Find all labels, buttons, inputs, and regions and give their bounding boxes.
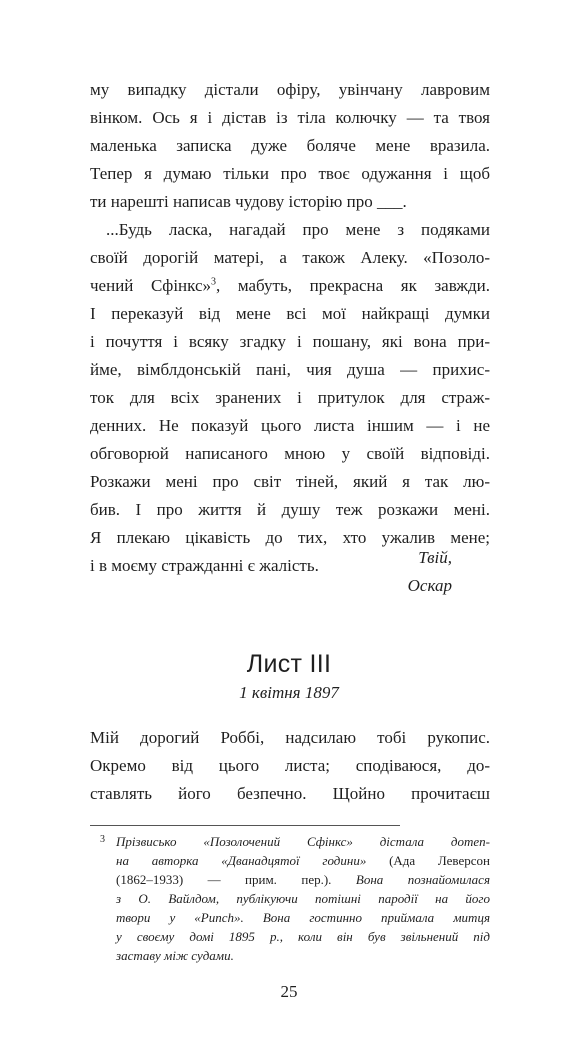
footnote-marker: 3 [100, 834, 105, 845]
letter-three-text [90, 724, 490, 808]
text-line: своїй дорогій матері, а також Алеку. «Позоло- [90, 248, 490, 267]
footnote-fragment: на авторка «Дванадцятої години» [116, 853, 367, 868]
footnote-divider [90, 825, 400, 826]
text-line: му випадку дістали офіру, увінчану лавровим [90, 80, 490, 99]
footnote-line: Прізвисько «Позолочений Сфінкс» дістала дотеп- [116, 834, 490, 849]
signoff-line: Твій, [418, 548, 452, 567]
text-line: Тепер я думаю тільки про твоє одужання і щоб [90, 164, 490, 183]
footnote-fragment: (Ада Леверсон [366, 853, 490, 868]
page-number: 25 [280, 982, 298, 1001]
text-fragment: чений Сфінкс» [90, 276, 212, 295]
text-line: Я плекаю цікавість до тих, хто ужалив мене; [90, 528, 490, 547]
footnote [90, 832, 490, 965]
text-line: йме, вімблдонській пані, чия душа — прихис- [90, 360, 490, 379]
text-line: денних. Не показуй цього листа іншим — і не [90, 416, 490, 435]
footnote-line: з О. Вайлдом, публікуючи потішні пародії на його [116, 891, 490, 906]
text-line: і в моєму стражданні є жалість. [90, 556, 319, 575]
text-line: Розкажи мені про світ тіней, який я так лю- [90, 472, 490, 491]
text-line: ток для всіх зранених і притулок для страж- [90, 388, 490, 407]
letter-date: 1 квітня 1897 [239, 683, 339, 702]
footnote-line [90, 870, 490, 889]
text-line: ...Будь ласка, нагадай про мене з подяками [106, 220, 490, 239]
text-line: бив. І про життя й душу теж розкажи мені. [90, 500, 490, 519]
text-line: Окремо від цього листа; сподіваюся, до- [90, 756, 490, 775]
text-line: маленька записка дуже боляче мене вразила. [90, 136, 490, 155]
main-text [90, 76, 490, 580]
text-fragment: , мабуть, прекрасна як завжди. [216, 276, 490, 295]
signoff-signature: Оскар [407, 576, 452, 595]
text-line: вінком. Ось я і дістав із тіла колючку — та твоя [90, 108, 490, 127]
footnote-line: у своєму домі 1895 р., коли він був звільнений під [116, 929, 490, 944]
footnote-line: заставу між судами. [116, 948, 234, 963]
letter-title: Лист III [246, 650, 332, 678]
footnote-reference: 3 [211, 276, 217, 288]
footnote-line [90, 851, 490, 870]
text-line: Мій дорогий Роббі, надсилаю тобі рукопис. [90, 728, 490, 747]
footnote-fragment: (1862–1933) — прим. пер.). [116, 872, 356, 887]
text-line: І переказуй від мене всі мої найкращі думки [90, 304, 490, 323]
text-line: обговорюй написаного мною у своїй відповіді. [90, 444, 490, 463]
footnote-fragment: Вона познайомилася [355, 872, 490, 887]
text-line: і почуття і всяку згадку і пошану, які вона при- [90, 332, 490, 351]
footnote-line: твори у «Punch». Вона гостинно приймала митця [116, 910, 490, 925]
text-line: ставлять його безпечно. Щойно прочитаєш [90, 784, 490, 803]
text-line: ти нарешті написав чудову історію про ___. [90, 192, 407, 211]
text-line-with-footnote-ref [90, 272, 490, 300]
